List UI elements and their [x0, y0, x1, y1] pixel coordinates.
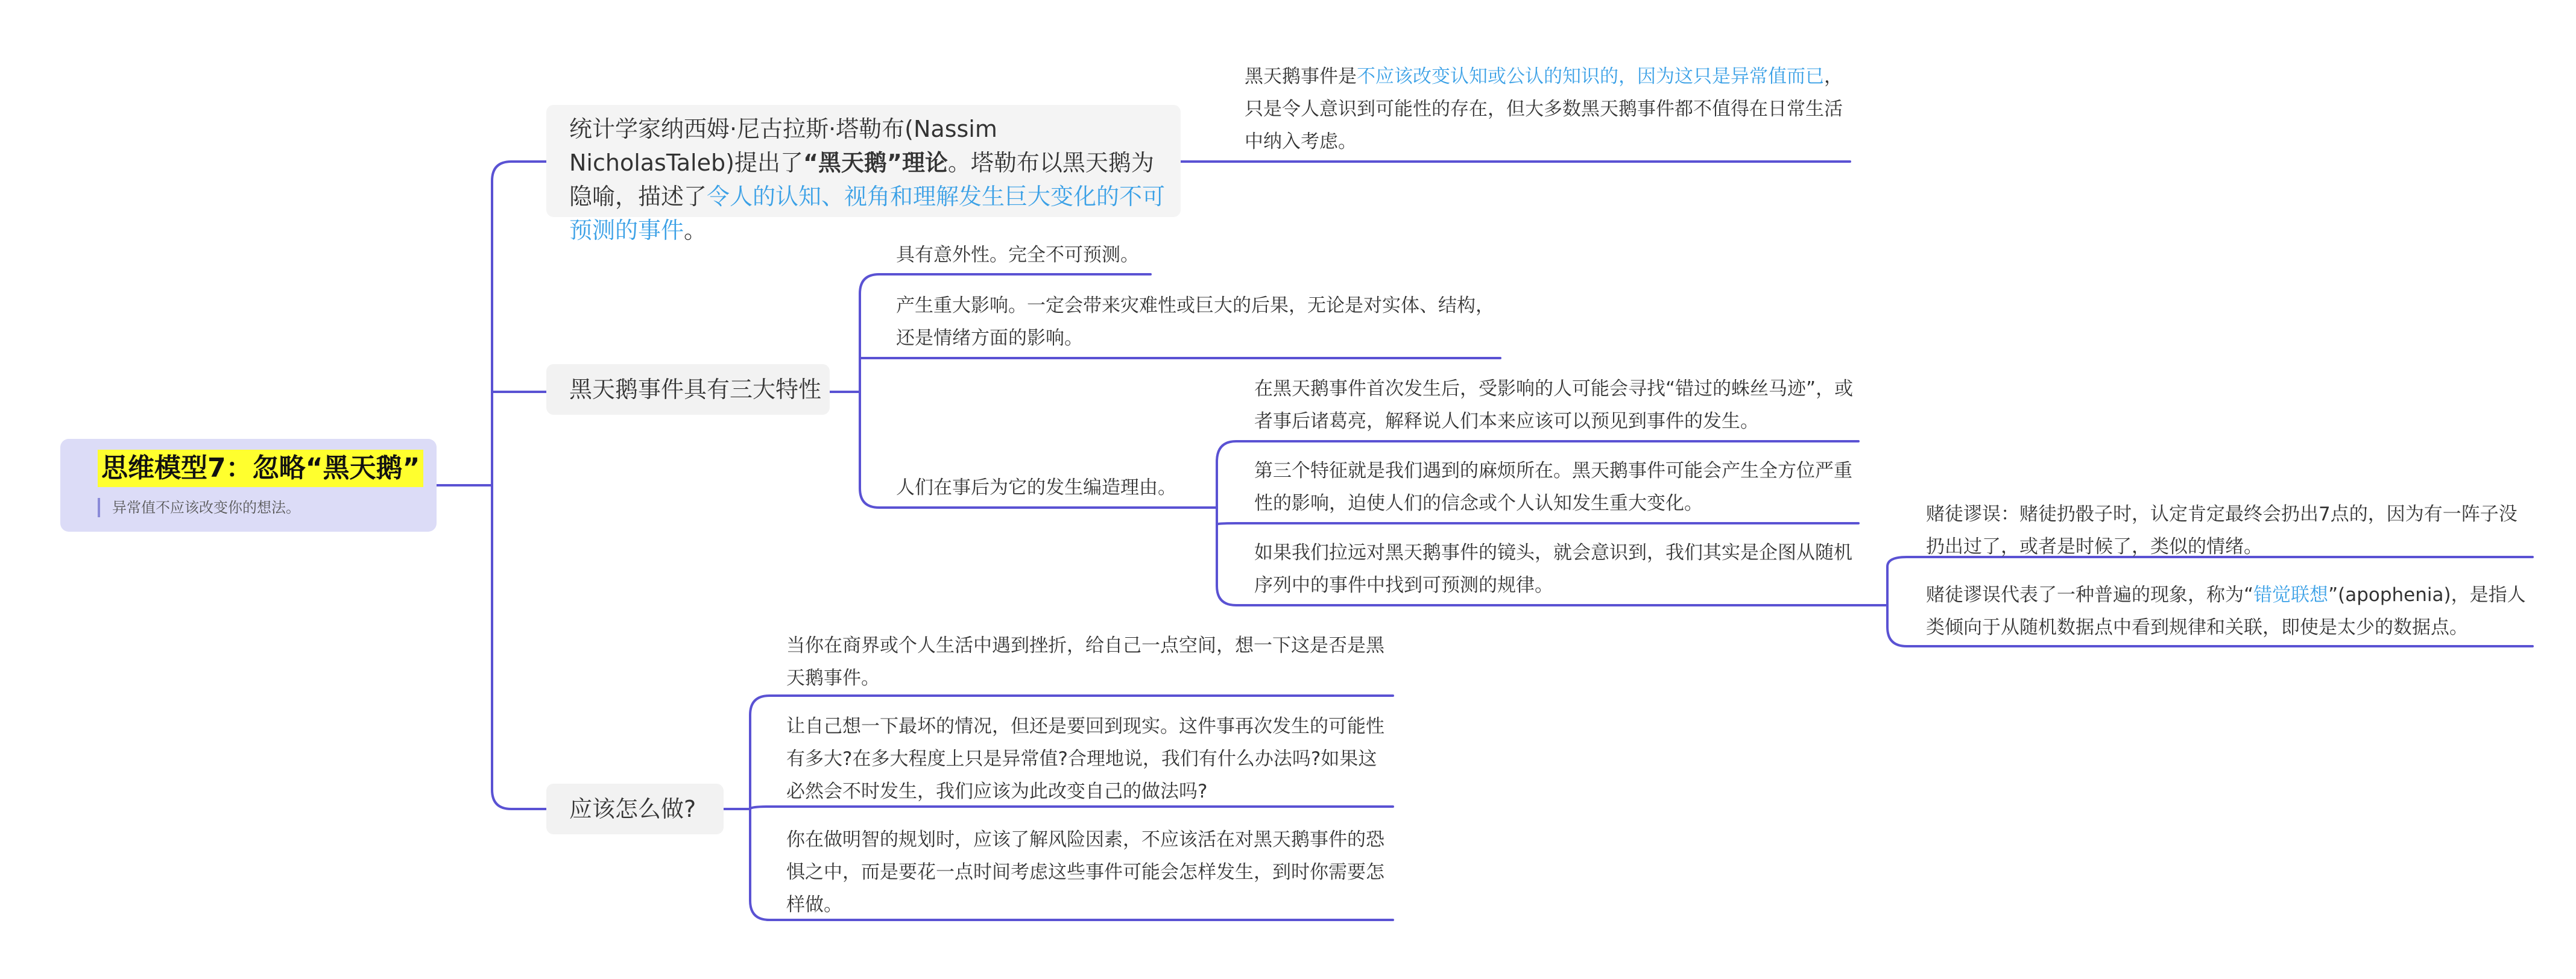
- trait-3-detail-1[interactable]: 在黑天鹅事件首次发生后，受影响的人可能会寻找“错过的蛛丝马迹”，或者事后诸葛亮，解释说人们本来应该可以预见到事件的发生。: [1254, 378, 1854, 432]
- trait-item-2[interactable]: 产生重大影响。一定会带来灾难性或巨大的后果，无论是对实体、结构，还是情绪方面的影响。: [896, 295, 1494, 349]
- root-topic[interactable]: [60, 439, 437, 532]
- trait-item-1[interactable]: 具有意外性。完全不可预测。: [896, 244, 1139, 266]
- branch-origin-seg3: 。塔勒布以黑天鹅为隐喻，描述了: [569, 150, 1154, 210]
- branch-traits-topic[interactable]: [546, 364, 830, 415]
- branch-action-topic[interactable]: [546, 784, 724, 834]
- branch-origin-topic[interactable]: [546, 105, 1181, 244]
- branch-origin-seg5: 。: [684, 217, 707, 244]
- gambler-fallacy-1[interactable]: 赌徒谬误：赌徒扔骰子时，认定肯定最终会扔出7点的，因为有一阵子没扔出过了，或者是时候了，类似的情绪。: [1926, 503, 2518, 558]
- branch-origin-bold: “黑天鹅”理论: [803, 150, 948, 176]
- trait-item-3[interactable]: 人们在事后为它的发生编造理由。: [896, 477, 1176, 499]
- trait-3-detail-3[interactable]: 如果我们拉远对黑天鹅事件的镜头，就会意识到，我们其实是企图从随机序列中的事件中找到可预测的规律。: [1254, 542, 1852, 596]
- branch-origin-child[interactable]: 黑天鹅事件是不应该改变认知或公认的知识的，因为这只是异常值而已，只是令人意识到可能性的存在，但大多数黑天鹅事件都不值得在日常生活中纳入考虑。: [1245, 66, 1843, 153]
- gambler-fallacy-2[interactable]: 赌徒谬误代表了一种普遍的现象，称为“错觉联想”(apophenia)，是指人类倾向于从随机数据点中看到规律和关联，即使是太少的数据点。: [1926, 584, 2526, 638]
- action-item-1[interactable]: 当你在商界或个人生活中遇到挫折，给自己一点空间，想一下这是否是黑天鹅事件。: [786, 635, 1384, 689]
- root-title: 思维模型7：忽略“黑天鹅”: [98, 450, 423, 487]
- branch-traits-label: 黑天鹅事件具有三大特性: [569, 376, 822, 403]
- action-item-3[interactable]: 你在做明智的规划时，应该了解风险因素，不应该活在对黑天鹅事件的恐惧之中，而是要花一点时间考虑这些事件可能会怎样发生，到时你需要怎样做。: [786, 829, 1384, 916]
- root-note: 异常值不应该改变你的想法。: [98, 498, 300, 517]
- branch-origin-seg1: 统计学家纳西姆·尼古拉斯·塔勒布(Nassim NicholasTaleb)提出了: [569, 116, 997, 176]
- trait-3-detail-2[interactable]: 第三个特征就是我们遇到的麻烦所在。黑天鹅事件可能会产生全方位严重性的影响，迫使人们的信念或个人认知发生重大变化。: [1254, 460, 1852, 514]
- branch-origin-highlight: 令人的认知、视角和理解发生巨大变化的不可预测的事件: [569, 183, 1166, 244]
- branch-origin-text: [569, 112, 1166, 247]
- branch-action-label: 应该怎么做?: [569, 796, 696, 822]
- action-item-2[interactable]: 让自己想一下最坏的情况，但还是要回到现实。这件事再次发生的可能性有多大?在多大程度上只是异常值?合理地说，我们有什么办法吗?如果这必然会不时发生，我们应该为此改变自己的做法吗?: [786, 716, 1384, 802]
